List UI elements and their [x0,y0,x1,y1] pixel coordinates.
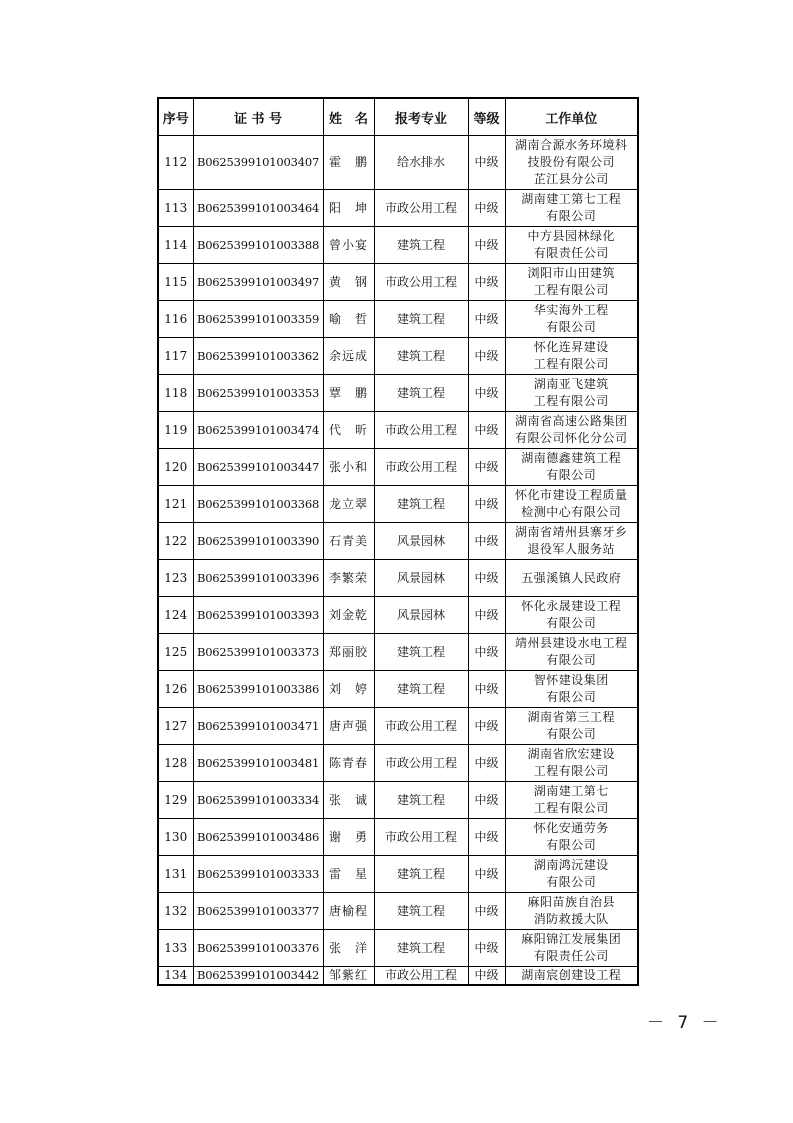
certificate-number-cell: B0625399101003464 [193,190,323,227]
work-unit-cell [505,819,638,856]
level-cell: 中级 [468,745,505,782]
work-unit-cell [505,745,638,782]
work-unit-line: 有限公司 [546,468,597,482]
work-unit-line: 有限公司 [546,653,597,667]
certificate-number-cell: B0625399101003447 [193,449,323,486]
person-name-cell: 覃 鹏 [323,375,374,412]
certificate-number-cell: B0625399101003474 [193,412,323,449]
work-unit-cell [505,597,638,634]
certificate-number-cell: B0625399101003481 [193,745,323,782]
serial-number-cell: 115 [158,264,193,301]
work-unit-cell [505,856,638,893]
work-unit-line: 湖南德鑫建筑工程 [521,451,622,465]
level-cell: 中级 [468,449,505,486]
page-number: － 7 － [647,1013,723,1033]
table-row [158,301,638,338]
person-name-cell: 石青美 [323,523,374,560]
work-unit-line: 有限责任公司 [533,949,609,963]
person-name-cell: 雷 星 [323,856,374,893]
certificate-number-cell: B0625399101003333 [193,856,323,893]
major-cell: 建筑工程 [374,301,468,338]
certificate-number-cell: B0625399101003368 [193,486,323,523]
table-row [158,597,638,634]
table-row [158,671,638,708]
major-cell: 给水排水 [374,136,468,190]
certificate-number-cell: B0625399101003362 [193,338,323,375]
work-unit-line: 华实海外工程 [533,303,609,317]
serial-number-cell: 114 [158,227,193,264]
level-cell: 中级 [468,560,505,597]
table-row [158,967,638,986]
work-unit-line: 退役军人服务站 [527,542,615,556]
level-cell: 中级 [468,486,505,523]
work-unit-line: 麻阳锦江发展集团 [521,932,622,946]
certificate-number-cell: B0625399101003396 [193,560,323,597]
person-name-cell: 唐榆程 [323,893,374,930]
work-unit-cell [505,375,638,412]
table-row [158,782,638,819]
serial-number-cell: 116 [158,301,193,338]
level-cell: 中级 [468,136,505,190]
serial-number-cell: 129 [158,782,193,819]
work-unit-cell [505,523,638,560]
person-name-cell: 代 昕 [323,412,374,449]
work-unit-cell [505,449,638,486]
level-cell: 中级 [468,782,505,819]
table-row [158,708,638,745]
header-seq: 序号 [158,98,193,136]
serial-number-cell: 118 [158,375,193,412]
major-cell: 市政公用工程 [374,967,468,986]
work-unit-line: 消防救援大队 [533,912,609,926]
major-cell: 市政公用工程 [374,745,468,782]
certificate-number-cell: B0625399101003407 [193,136,323,190]
serial-number-cell: 125 [158,634,193,671]
work-unit-line: 麻阳苗族自治县 [527,895,615,909]
person-name-cell: 余远成 [323,338,374,375]
work-unit-line: 湖南鸿沅建设 [533,858,609,872]
serial-number-cell: 121 [158,486,193,523]
major-cell: 建筑工程 [374,486,468,523]
level-cell: 中级 [468,227,505,264]
header-level: 等级 [468,98,505,136]
work-unit-cell [505,412,638,449]
table-row [158,523,638,560]
work-unit-line: 怀化永晟建设工程 [521,599,622,613]
work-unit-line: 湖南亚飞建筑 [533,377,609,391]
table-row [158,227,638,264]
certificate-number-cell: B0625399101003497 [193,264,323,301]
table-row [158,375,638,412]
major-cell: 建筑工程 [374,338,468,375]
major-cell: 建筑工程 [374,671,468,708]
work-unit-line: 芷江县分公司 [533,172,609,186]
table-row [158,264,638,301]
person-name-cell: 阳 坤 [323,190,374,227]
major-cell: 建筑工程 [374,930,468,967]
work-unit-cell [505,671,638,708]
work-unit-line: 湖南宸创建设工程 [521,968,622,982]
level-cell: 中级 [468,671,505,708]
work-unit-line: 技股份有限公司 [527,155,615,169]
work-unit-line: 靖州县建设水电工程 [514,636,628,650]
person-name-cell: 龙立翠 [323,486,374,523]
person-name-cell: 张小和 [323,449,374,486]
major-cell: 市政公用工程 [374,412,468,449]
major-cell: 建筑工程 [374,893,468,930]
table-row [158,893,638,930]
level-cell: 中级 [468,597,505,634]
table-row [158,449,638,486]
person-name-cell: 唐声强 [323,708,374,745]
table-header-row [158,98,638,136]
work-unit-line: 湖南合源水务环境科 [514,138,628,152]
work-unit-cell [505,893,638,930]
major-cell: 市政公用工程 [374,708,468,745]
level-cell: 中级 [468,301,505,338]
work-unit-cell [505,486,638,523]
serial-number-cell: 131 [158,856,193,893]
work-unit-line: 湖南省第三工程 [527,710,615,724]
work-unit-line: 怀化安通劳务 [533,821,609,835]
work-unit-line: 怀化市建设工程质量 [514,488,628,502]
person-name-cell: 郑丽胶 [323,634,374,671]
level-cell: 中级 [468,375,505,412]
serial-number-cell: 122 [158,523,193,560]
serial-number-cell: 127 [158,708,193,745]
certificate-number-cell: B0625399101003442 [193,967,323,986]
certificate-number-cell: B0625399101003373 [193,634,323,671]
table-row [158,930,638,967]
work-unit-line: 有限公司 [546,616,597,630]
table-row [158,856,638,893]
major-cell: 建筑工程 [374,634,468,671]
person-name-cell: 谢 勇 [323,819,374,856]
major-cell: 市政公用工程 [374,819,468,856]
person-name-cell: 刘 婷 [323,671,374,708]
level-cell: 中级 [468,856,505,893]
serial-number-cell: 133 [158,930,193,967]
serial-number-cell: 120 [158,449,193,486]
work-unit-cell [505,301,638,338]
major-cell: 建筑工程 [374,782,468,819]
certificate-number-cell: B0625399101003386 [193,671,323,708]
table-row [158,634,638,671]
person-name-cell: 刘金乾 [323,597,374,634]
certificate-number-cell: B0625399101003376 [193,930,323,967]
serial-number-cell: 113 [158,190,193,227]
work-unit-cell [505,708,638,745]
level-cell: 中级 [468,634,505,671]
work-unit-line: 智怀建设集团 [533,673,609,687]
work-unit-line: 湖南省高速公路集团 [514,414,628,428]
work-unit-cell [505,190,638,227]
certificate-number-cell: B0625399101003390 [193,523,323,560]
work-unit-cell [505,930,638,967]
work-unit-line: 怀化连昇建设 [533,340,609,354]
serial-number-cell: 128 [158,745,193,782]
level-cell: 中级 [468,338,505,375]
person-name-cell: 曾小宴 [323,227,374,264]
table-row [158,190,638,227]
level-cell: 中级 [468,264,505,301]
serial-number-cell: 134 [158,967,193,986]
serial-number-cell: 112 [158,136,193,190]
major-cell: 建筑工程 [374,227,468,264]
work-unit-cell [505,264,638,301]
work-unit-line: 湖南省欣宏建设 [527,747,615,761]
header-unit: 工作单位 [505,98,638,136]
major-cell: 建筑工程 [374,856,468,893]
work-unit-line: 浏阳市山田建筑 [527,266,615,280]
major-cell: 风景园林 [374,597,468,634]
serial-number-cell: 132 [158,893,193,930]
major-cell: 市政公用工程 [374,190,468,227]
work-unit-line: 工程有限公司 [533,764,609,778]
major-cell: 风景园林 [374,523,468,560]
work-unit-line: 湖南建工第七 [533,784,609,798]
work-unit-cell [505,338,638,375]
certificate-number-cell: B0625399101003393 [193,597,323,634]
major-cell: 风景园林 [374,560,468,597]
table-row [158,560,638,597]
header-major: 报考专业 [374,98,468,136]
major-cell: 市政公用工程 [374,449,468,486]
person-name-cell: 喻 哲 [323,301,374,338]
major-cell: 市政公用工程 [374,264,468,301]
work-unit-line: 有限公司怀化分公司 [514,431,628,445]
serial-number-cell: 124 [158,597,193,634]
certificate-number-cell: B0625399101003486 [193,819,323,856]
work-unit-line: 有限公司 [546,209,597,223]
work-unit-line: 湖南建工第七工程 [521,192,622,206]
work-unit-line: 有限公司 [546,690,597,704]
work-unit-line: 有限公司 [546,875,597,889]
table-body [158,136,638,986]
work-unit-line: 有限公司 [546,838,597,852]
header-name: 姓 名 [323,98,374,136]
certificate-number-cell: B0625399101003334 [193,782,323,819]
level-cell: 中级 [468,412,505,449]
work-unit-line: 湖南省靖州县寨牙乡 [514,525,628,539]
work-unit-cell [505,227,638,264]
table-row [158,819,638,856]
person-name-cell: 邹紫红 [323,967,374,986]
certificate-number-cell: B0625399101003353 [193,375,323,412]
certificate-number-cell: B0625399101003359 [193,301,323,338]
person-name-cell: 黄 钢 [323,264,374,301]
level-cell: 中级 [468,708,505,745]
level-cell: 中级 [468,967,505,986]
work-unit-line: 有限公司 [546,320,597,334]
work-unit-cell [505,634,638,671]
work-unit-line: 工程有限公司 [533,394,609,408]
level-cell: 中级 [468,523,505,560]
work-unit-line: 中方县园林绿化 [527,229,615,243]
work-unit-cell [505,136,638,190]
work-unit-line: 有限责任公司 [533,246,609,260]
person-name-cell: 陈青春 [323,745,374,782]
person-name-cell: 霍 鹏 [323,136,374,190]
table-row [158,486,638,523]
work-unit-cell [505,560,638,597]
work-unit-cell [505,967,638,986]
person-name-cell: 张 洋 [323,930,374,967]
level-cell: 中级 [468,819,505,856]
certificate-number-cell: B0625399101003377 [193,893,323,930]
person-name-cell: 张 诚 [323,782,374,819]
table-row [158,412,638,449]
person-name-cell: 李繁荣 [323,560,374,597]
work-unit-line: 工程有限公司 [533,357,609,371]
level-cell: 中级 [468,893,505,930]
table-row [158,745,638,782]
work-unit-line: 五强溪镇人民政府 [521,570,622,585]
serial-number-cell: 119 [158,412,193,449]
serial-number-cell: 126 [158,671,193,708]
level-cell: 中级 [468,190,505,227]
serial-number-cell: 123 [158,560,193,597]
serial-number-cell: 130 [158,819,193,856]
serial-number-cell: 117 [158,338,193,375]
certificate-table [157,97,639,986]
work-unit-line: 有限公司 [546,727,597,741]
table-row [158,136,638,190]
certificate-number-cell: B0625399101003388 [193,227,323,264]
work-unit-line: 检测中心有限公司 [521,505,622,519]
header-cert: 证 书 号 [193,98,323,136]
level-cell: 中级 [468,930,505,967]
work-unit-line: 工程有限公司 [533,801,609,815]
work-unit-cell [505,782,638,819]
major-cell: 建筑工程 [374,375,468,412]
certificate-number-cell: B0625399101003471 [193,708,323,745]
work-unit-line: 工程有限公司 [533,283,609,297]
table-row [158,338,638,375]
